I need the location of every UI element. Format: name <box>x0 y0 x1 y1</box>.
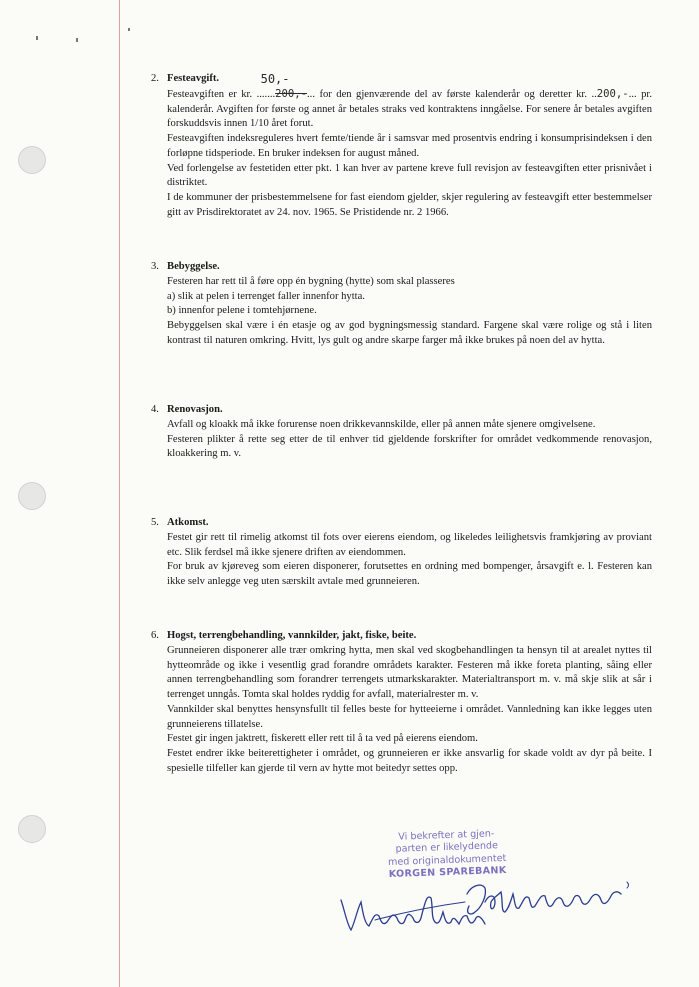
paragraph: For bruk av kjøreveg som eieren disponerer, forutsettes en ordning med bompenger, årsavgift e. l. Festeren kan ikke selv anlegge veg uten særskilt avtale med grunneieren. <box>167 561 652 588</box>
section-text <box>167 72 652 220</box>
section-title: Renovasjon. <box>167 404 223 415</box>
section-title: Bebyggelse. <box>167 261 220 272</box>
paragraph: Festeren har rett til å føre opp én bygning (hytte) som skal plasseres <box>167 276 455 287</box>
text-fragment: for den gjenværende del av første kalenderår og deretter kr. <box>314 89 592 100</box>
section-text <box>167 644 652 776</box>
paragraph: b) innenfor pelene i tomtehjørnene. <box>167 305 317 317</box>
section-number: 6. <box>151 630 159 641</box>
amount2-field: ..200,-... <box>591 88 637 100</box>
section-number: 5. <box>151 517 159 528</box>
scan-mark <box>76 38 78 42</box>
text-fragment: Festeavgiften er kr. <box>167 89 257 100</box>
punch-hole-1 <box>18 146 46 174</box>
section-title: Hogst, terrengbehandling, vannkilder, jakt, fiske, beite. <box>167 630 417 641</box>
stamp-line: parten er likelydende <box>395 840 499 856</box>
paragraph: Ved forlengelse av festetiden etter pkt. 1 kan hver av partene kreve full revisjon av festeavgiften etter prisnivået i distriktet. <box>167 162 652 189</box>
paragraph: Festeren plikter å rette seg etter de til enhver tid gjeldende forskrifter for området vedkommende renovasjon, kloakkering m. v. <box>167 433 652 460</box>
section-text <box>167 275 652 349</box>
punch-hole-2 <box>18 482 46 510</box>
paragraph: Bebyggelsen skal være i én etasje og av god bygningsmessig standard. Fargene skal være rolige og stå i liten kontrast til naturen omkring. Hvitt, lys gult og andre skarpe farger må ikke brukes på noen del av hytta. <box>167 320 652 346</box>
amount-handwritten: 50,- <box>260 72 290 86</box>
scan-mark <box>128 28 130 31</box>
section-number: 4. <box>151 404 159 415</box>
stamp-line: Vi bekrefter at gjen- <box>398 828 495 843</box>
margin-line <box>119 0 120 987</box>
paragraph: a) slik at pelen i terrenget faller innenfor hytta. <box>167 290 365 302</box>
text-fragment: pr. kalenderår. Avgiften for første og annet år betales straks ved kontraktens inngåelse. For senere år betales avgiften forskuddsvis innen 1/10 året forut. <box>167 89 652 130</box>
paragraph: Avfall og kloakk må ikke forurense noen drikkevannskilde, eller på annen måte sjenere omgivelsene. <box>167 419 596 430</box>
stamp-line: med originaldokumentet <box>387 852 507 868</box>
section-title: Atkomst. <box>167 517 209 528</box>
paragraph: Grunneieren disponerer alle trær omkring hytta, men skal ved skogbehandlingen ta hensyn til at arealet nyttes til hytteområde og ikke i vesentlig grad forandre områdets karakter. Festeren må ikke foreta planting, såing eller annen terrengbehandling som forandrer terrengets utmarkskarakter. Materialtransport m. v. må skje slik at sår i terrenget unngås. Tomta skal holdes ryddig for avfall, materialrester m. v. <box>167 645 652 701</box>
amount2-handwritten: 200,- <box>596 88 629 100</box>
paragraph: Festeavgiften indeksreguleres hvert femte/tiende år i samsvar med prosentvis endring i konsumprisindeksen i den forløpne tidsperiode. En bruker indeksen for august måned. <box>167 133 652 159</box>
handwritten-signature <box>335 872 635 942</box>
paragraph: I de kommuner der prisbestemmelsene for fast eiendom gjelder, skjer regulering av festeavgift etter bestemmelser gitt av Prisdirektoratet av 24. nov. 1965. Se Pristidende nr. 2 1966. <box>167 191 652 218</box>
section-number: 3. <box>151 261 159 272</box>
punch-hole-3 <box>18 815 46 843</box>
section-number: 2. <box>151 73 159 84</box>
paragraph <box>167 72 652 132</box>
paragraph: Festet gir ingen jaktrett, fiskerett eller rett til å ta ved på eierens eiendom. <box>167 733 478 745</box>
paragraph: Vannkilder skal benyttes hensynsfullt til felles beste for hytteeierne i området. Vannledning kan ikke legges uten grunneierens tillatelse. <box>167 703 652 730</box>
section-text <box>167 531 652 590</box>
paragraph: Festet endrer ikke beiterettigheter i området, og grunneieren er ikke ansvarlig for skade voldt av dyr på beite. I spesielle tilfeller kan gjerde til vern av hytte mot beitedyr settes opp. <box>167 747 652 774</box>
section-title: Festeavgift. <box>167 73 220 84</box>
scan-mark <box>36 36 38 40</box>
paragraph: Festet gir rett til rimelig atkomst til fots over eierens eiendom, og likeledes leilighetsvis framkjøring av proviant etc. Slik ferdsel må ikke sjenere driften av eiendommen. <box>167 532 652 558</box>
amount-field: .......200,-... 50,- <box>256 72 315 100</box>
amount-struck: 200,- <box>275 88 308 100</box>
section-text <box>167 418 652 462</box>
stamp-bank-name: KORGEN SPAREBANK <box>388 865 507 881</box>
